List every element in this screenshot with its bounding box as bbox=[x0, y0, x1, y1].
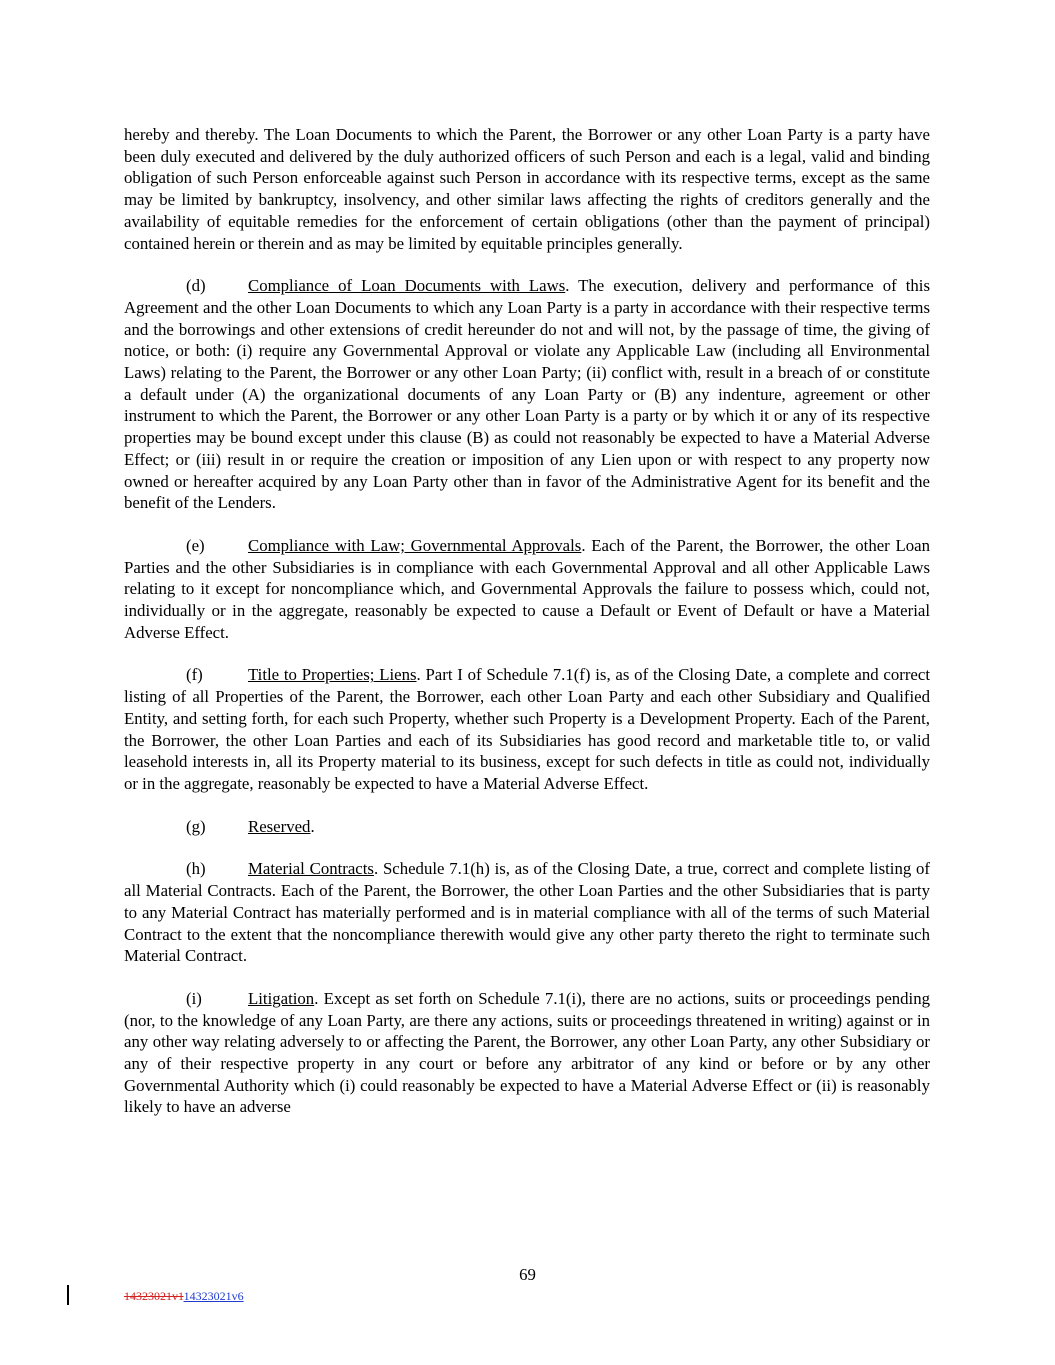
section-body: . Schedule 7.1(h) is, as of the Closing Date, a true, correct and complete listing of all Material Contracts. Each of the Parent, the Borrower, the other Loan Parties and the other Subsidiaries that is party to any Material Contract has materially performed and is in material compliance with all of the terms of such Material Contract to the extent that the noncompliance therewith would give any other party thereto the right to terminate such Material Contract. bbox=[124, 859, 930, 966]
page-body bbox=[124, 124, 930, 1139]
section-body: . The execution, delivery and performance of this Agreement and the other Loan Documents to which any Loan Party is a party in accordance with their respective terms and the borrowings and other extensions of credit hereunder do not and will not, by the passage of time, the giving of notice, or both: (i) require any Governmental Approval or violate any Applicable Law (including all Environmental Laws) relating to the Parent, the Borrower or any other Loan Party; (ii) conflict with, result in a breach of or constitute a default under (A) the organizational documents of any Loan Party or (B) any indenture, agreement or other instrument to which the Parent, the Borrower or any other Loan Party is a party or by which it or any of its respective properties may be bound except under this clause (B) as could not reasonably be expected to have a Material Adverse Effect; or (iii) result in or require the creation or imposition of any Lien upon or with respect to any property now owned or hereafter acquired by any Loan Party other than in favor of the Administrative Agent for its benefit and the benefit of the Lenders. bbox=[124, 276, 930, 513]
section-label: (g) bbox=[186, 816, 206, 836]
section-label: (h) bbox=[186, 859, 206, 879]
section-f bbox=[124, 664, 930, 794]
continuation-paragraph: hereby and thereby. The Loan Documents to which the Parent, the Borrower or any other Loan Party is a party have been duly executed and delivered by the duly authorized officers of such Person and each is a legal, valid and binding obligation of such Person enforceable against such Person in accordance with its respective terms, except as the same may be limited by bankruptcy, insolvency, and other similar laws affecting the rights of creditors generally and the availability of equitable remedies for the enforcement of certain obligations (other than the payment of principal) contained herein or therein and as may be limited by equitable principles generally. bbox=[124, 125, 930, 253]
section-heading: Compliance of Loan Documents with Laws bbox=[248, 276, 566, 296]
section-e bbox=[124, 535, 930, 644]
section-body: . bbox=[310, 816, 315, 836]
section-g bbox=[124, 816, 930, 838]
section-heading: Material Contracts bbox=[248, 859, 374, 879]
section-d bbox=[124, 275, 930, 514]
section-heading: Compliance with Law; Governmental Approvals bbox=[248, 535, 582, 555]
section-body: . Part I of Schedule 7.1(f) is, as of the Closing Date, a complete and correct listing of all Properties of the Parent, the Borrower, each other Loan Party and each other Subsidiary and Qualified Entity, and setting forth, for each such Property, whether such Property is a Development Property. Each of the Parent, the Borrower, the other Loan Parties and each of its Subsidiaries has good record and marketable title to, or valid leasehold interests in, all its Property material to its business, except for such defects in title as could not, individually or in the aggregate, reasonably be expected to have a Material Adverse Effect. bbox=[124, 665, 930, 793]
document-id bbox=[124, 1289, 244, 1304]
section-label: (f) bbox=[186, 665, 203, 685]
deleted-doc-id: 14323021v1 bbox=[124, 1289, 184, 1303]
revision-change-bar bbox=[67, 1285, 69, 1305]
section-heading: Litigation bbox=[248, 988, 315, 1008]
section-heading: Title to Properties; Liens bbox=[248, 665, 417, 685]
section-label: (i) bbox=[186, 988, 202, 1008]
section-label: (d) bbox=[186, 276, 206, 296]
section-body: . Except as set forth on Schedule 7.1(i), there are no actions, suits or proceedings pending (nor, to the knowledge of any Loan Party, are there any actions, suits or proceedings threatened in writing) against or in any other way relating adversely to or affecting the Parent, the Borrower, any other Loan Party, any other Subsidiary or any of their respective property in any court or before any arbitrator of any kind or before or by any other Governmental Authority which (i) could reasonably be expected to have a Material Adverse Effect or (ii) is reasonably likely to have an adverse bbox=[124, 988, 930, 1117]
page-number: 69 bbox=[519, 1265, 536, 1284]
section-body: . Each of the Parent, the Borrower, the other Loan Parties and the other Subsidiaries is in compliance with each Governmental Approval and all other Applicable Laws relating to it except for noncompliance which, and Governmental Approvals the failure to possess which, could not, individually or in the aggregate, reasonably be expected to cause a Default or Event of Default or have a Material Adverse Effect. bbox=[124, 535, 930, 642]
section-h bbox=[124, 858, 930, 967]
inserted-doc-id: 14323021v6 bbox=[183, 1289, 244, 1303]
section-i bbox=[124, 988, 930, 1118]
section-heading: Reserved bbox=[248, 816, 311, 836]
section-label: (e) bbox=[186, 535, 205, 555]
